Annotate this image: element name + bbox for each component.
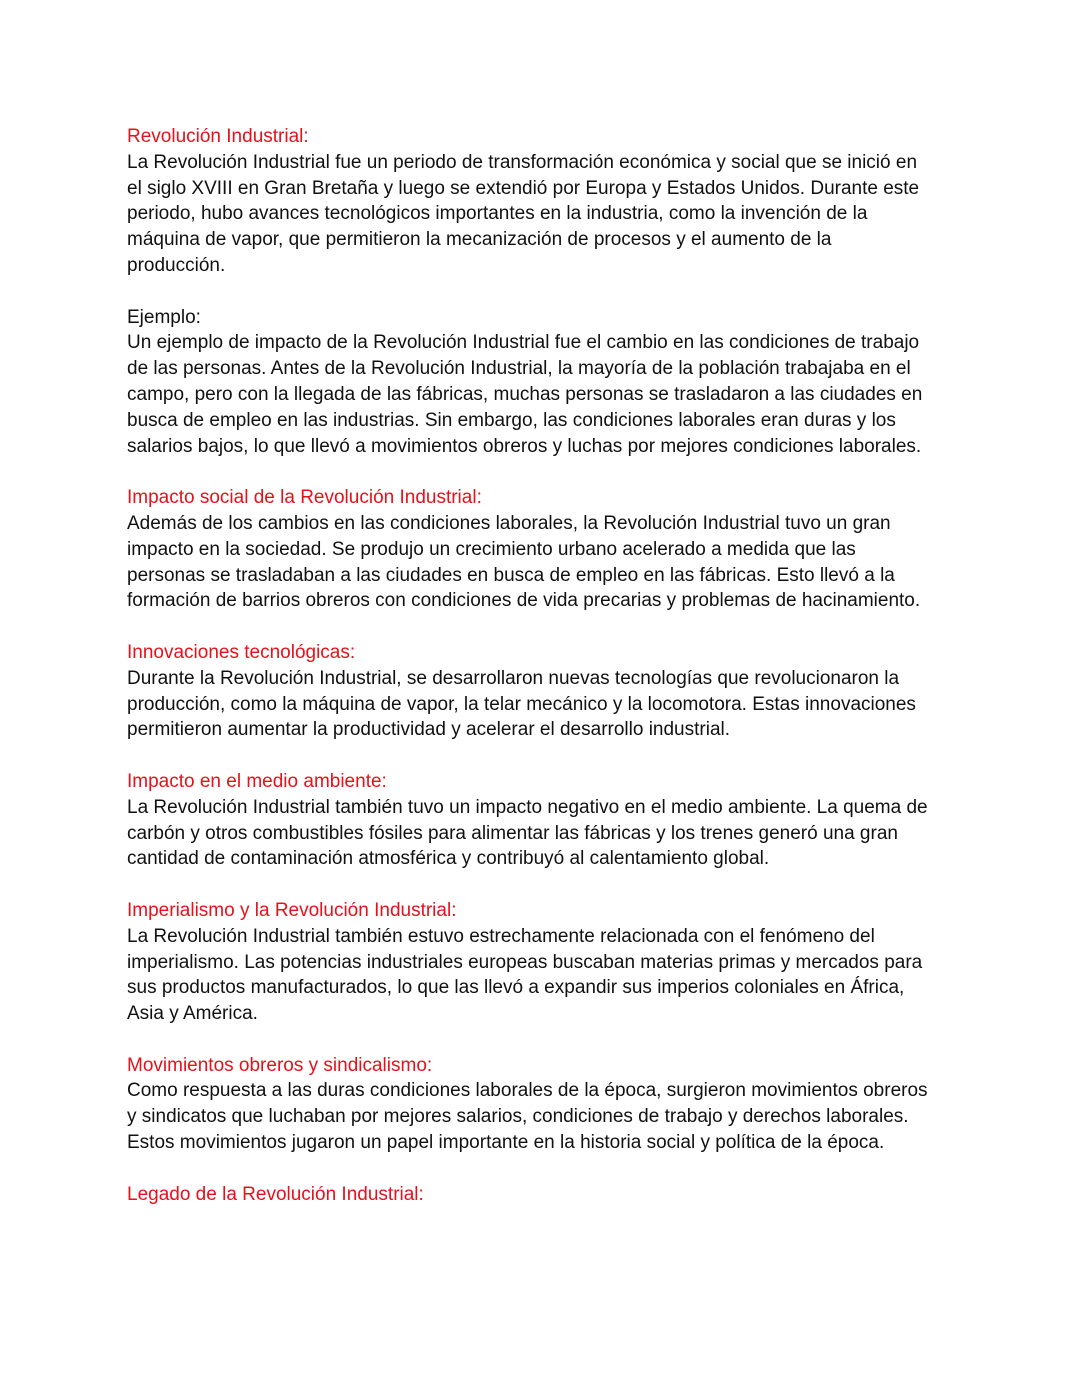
section-paragraph [127,511,957,614]
paragraph-line: campo, pero con la llegada de las fábricas, muchas personas se trasladaron a las ciudades en [127,383,923,405]
section-paragraph [127,924,957,1027]
section-impacto-social [127,485,957,614]
section-heading: Imperialismo y la Revolución Industrial: [127,899,457,921]
paragraph-line: máquina de vapor, que permitieron la mecanización de procesos y el aumento de la [127,229,832,251]
section-paragraph [127,795,957,872]
section-paragraph [127,330,957,459]
paragraph-line: La Revolución Industrial fue un periodo de transformación económica y social que se inició en [127,151,918,173]
section-paragraph [127,150,957,279]
section-movimientos-obreros [127,1053,957,1156]
section-heading: Revolución Industrial: [127,126,309,147]
paragraph-line: La Revolución Industrial también tuvo un impacto negativo en el medio ambiente. La quema de [127,796,928,818]
section-paragraph [127,666,957,743]
paragraph-line: permitieron aumentar la productividad y acelerar el desarrollo industrial. [127,719,731,741]
paragraph-line: busca de empleo en las industrias. Sin embargo, las condiciones laborales eran duras y los [127,409,896,431]
section-heading: Ejemplo: [127,306,201,328]
paragraph-line: formación de barrios obreros con condiciones de vida precarias y problemas de hacinamiento. [127,590,921,612]
paragraph-line: el siglo XVIII en Gran Bretaña y luego se extendió por Europa y Estados Unidos. Durante este [127,177,920,199]
section-heading: Legado de la Revolución Industrial: [127,1183,424,1205]
section-heading: Impacto social de la Revolución Industrial: [127,487,482,509]
paragraph-line: La Revolución Industrial también estuvo estrechamente relacionada con el fenómeno del [127,925,875,947]
paragraph-line: Además de los cambios en las condiciones laborales, la Revolución Industrial tuvo un gran [127,512,891,534]
section-impacto-medio-ambiente [127,769,957,872]
section-ejemplo [127,305,957,460]
paragraph-line: de las personas. Antes de la Revolución Industrial, la mayoría de la población trabajaba en el [127,358,911,380]
section-revolucion-industrial [127,124,957,279]
paragraph-line: producción, como la máquina de vapor, la telar mecánico y la locomotora. Estas innovaciones [127,693,916,715]
paragraph-line: salarios bajos, lo que llevó a movimientos obreros y luchas por mejores condiciones laborales. [127,435,922,457]
paragraph-line: Un ejemplo de impacto de la Revolución Industrial fue el cambio en las condiciones de trabajo [127,332,920,354]
paragraph-line: carbón y otros combustibles fósiles para alimentar las fábricas y los trenes generó una gran [127,822,898,844]
paragraph-line: imperialismo. Las potencias industriales europeas buscaban materias primas y mercados para [127,951,923,973]
paragraph-line: Durante la Revolución Industrial, se desarrollaron nuevas tecnologías que revolucionaron la [127,667,900,689]
paragraph-line: cantidad de contaminación atmosférica y contribuyó al calentamiento global. [127,848,770,870]
section-heading: Innovaciones tecnológicas: [127,641,356,663]
paragraph-line: Estos movimientos jugaron un papel importante en la historia social y política de la época. [127,1132,885,1154]
paragraph-line: y sindicatos que luchaban por mejores salarios, condiciones de trabajo y derechos laborales. [127,1106,909,1128]
paragraph-line: Asia y América. [127,1003,258,1025]
paragraph-line: Como respuesta a las duras condiciones laborales de la época, surgieron movimientos obreros [127,1080,928,1102]
section-paragraph [127,1078,957,1155]
document-page [127,124,957,1233]
section-imperialismo [127,898,957,1027]
paragraph-line: sus productos manufacturados, lo que las llevó a expandir sus imperios coloniales en África, [127,977,905,999]
paragraph-line: periodo, hubo avances tecnológicos importantes en la industria, como la invención de la [127,203,868,225]
section-legado [127,1182,957,1208]
paragraph-line: impacto en la sociedad. Se produjo un crecimiento urbano acelerado a medida que las [127,538,856,560]
section-innovaciones-tecnologicas [127,640,957,743]
section-heading: Impacto en el medio ambiente: [127,770,387,792]
paragraph-line: personas se trasladaban a las ciudades en busca de empleo en las fábricas. Esto llevó a la [127,564,895,586]
section-heading: Movimientos obreros y sindicalismo: [127,1054,433,1076]
paragraph-line: producción. [127,254,226,276]
